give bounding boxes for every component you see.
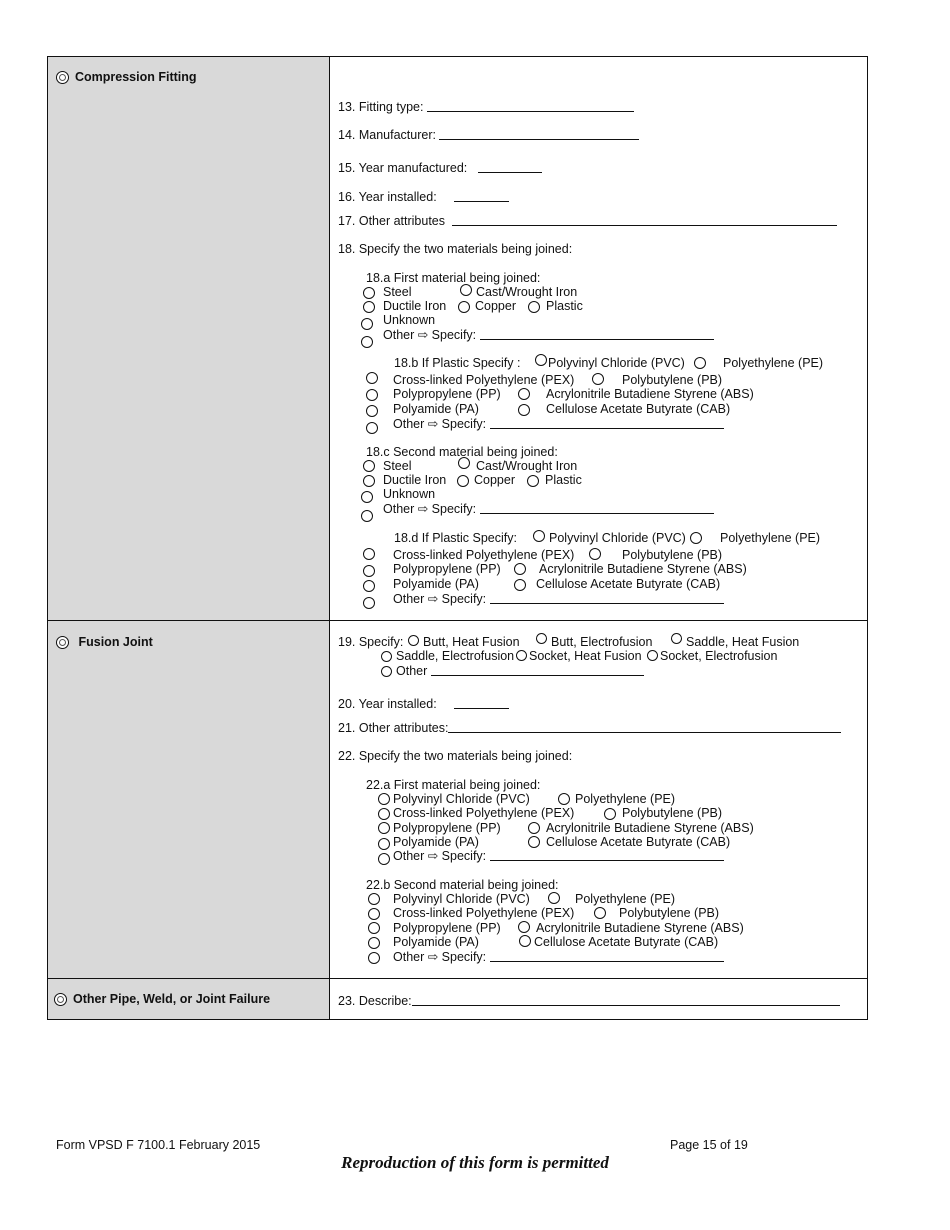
label-18c-unknown: Unknown [383,487,436,501]
q14-manufacturer[interactable]: 14. Manufacturer: [338,128,639,142]
label-18c-plastic: Plastic [545,473,582,487]
label-18c-steel: Steel [383,459,412,473]
radio-18d-pp[interactable] [363,565,375,577]
radio-22a-other[interactable] [378,853,390,865]
radio-18d-abs[interactable] [514,563,526,575]
q22a-label: 22.a First material being joined: [366,778,541,792]
field-22a-other[interactable]: Other ⇨ Specify: [393,849,724,863]
radio-22a-pvc[interactable] [378,793,390,805]
radio-22b-pb[interactable] [594,907,606,919]
radio-18a-copper[interactable] [458,301,470,313]
radio-18a-cast-iron[interactable] [460,284,472,296]
label-22a-abs: Acrylonitrile Butadiene Styrene (ABS) [546,821,754,835]
label-18d-pex: Cross-linked Polyethylene (PEX) [393,548,575,562]
radio-22a-abs[interactable] [528,822,540,834]
other-failure-radio[interactable] [54,993,67,1006]
label-18b-pex: Cross-linked Polyethylene (PEX) [393,373,575,387]
label-18a-copper: Copper [475,299,516,313]
radio-18c-steel[interactable] [363,460,375,472]
label-18d-pe: Polyethylene (PE) [720,531,821,545]
radio-19-socket-heat[interactable] [516,650,527,661]
label-22b-pp: Polypropylene (PP) [393,921,501,935]
label-22a-pb: Polybutylene (PB) [622,806,723,820]
label-18b-pa: Polyamide (PA) [393,402,479,416]
label-22a-pp: Polypropylene (PP) [393,821,501,835]
radio-18c-other[interactable] [361,510,373,522]
label-18b-abs: Acrylonitrile Butadiene Styrene (ABS) [546,387,754,401]
label-22b-pe: Polyethylene (PE) [575,892,676,906]
q18c-label: 18.c Second material being joined: [366,445,558,459]
label-18b-pvc: Polyvinyl Chloride (PVC) [548,356,685,370]
label-18a-steel: Steel [383,285,412,299]
radio-18c-unknown[interactable] [361,491,373,503]
reproduction-notice: Reproduction of this form is permitted [341,1153,609,1172]
page-number: Page 15 of 19 [670,1138,748,1152]
q22b-label: 22.b Second material being joined: [366,878,559,892]
radio-18d-other[interactable] [363,597,375,609]
label-22b-cab: Cellulose Acetate Butyrate (CAB) [534,935,719,949]
q17-other-attributes[interactable]: 17. Other attributes [338,214,837,228]
field-18d-other[interactable]: Other ⇨ Specify: [393,592,724,606]
radio-18d-cab[interactable] [514,579,526,591]
radio-22b-other[interactable] [368,952,380,964]
label-18b-pe: Polyethylene (PE) [723,356,824,370]
field-18c-other[interactable]: Other ⇨ Specify: [383,502,714,516]
radio-18a-steel[interactable] [363,287,375,299]
label-18d-cab: Cellulose Acetate Butyrate (CAB) [536,577,721,591]
q18a-label: 18.a First material being joined: [366,271,541,285]
field-19-other[interactable]: Other [396,664,644,678]
radio-19-socket-electro[interactable] [647,650,658,661]
label-19-butt-electro: Butt, Electrofusion [551,635,653,649]
radio-18a-unknown[interactable] [361,318,373,330]
field-18a-other[interactable]: Other ⇨ Specify: [383,328,714,342]
radio-18d-pb[interactable] [589,548,601,560]
radio-18d-pa[interactable] [363,580,375,592]
q18b-label: 18.b If Plastic Specify : [394,356,521,370]
q15-year-manufactured[interactable]: 15. Year manufactured: [338,156,542,175]
label-19-saddle-electro: Saddle, Electrofusion [396,649,515,663]
label-18c-copper: Copper [474,473,515,487]
q23-describe[interactable]: 23. Describe: [338,994,840,1008]
radio-18a-other[interactable] [361,336,373,348]
label-22a-pvc: Polyvinyl Chloride (PVC) [393,792,530,806]
radio-18c-ductile[interactable] [363,475,375,487]
compression-fitting-radio[interactable] [56,71,69,84]
radio-18d-pe[interactable] [690,532,702,544]
label-18d-pvc: Polyvinyl Chloride (PVC) [549,531,686,545]
radio-18b-pex[interactable] [366,372,378,384]
divider [48,978,867,979]
radio-18c-cast-iron[interactable] [458,457,470,469]
label-18b-cab: Cellulose Acetate Butyrate (CAB) [546,402,731,416]
label-18a-unknown: Unknown [383,313,436,327]
form-id: Form VPSD F 7100.1 February 2015 [56,1138,261,1152]
radio-22b-pvc[interactable] [368,893,380,905]
label-22a-pex: Cross-linked Polyethylene (PEX) [393,806,575,820]
field-18b-other[interactable]: Other ⇨ Specify: [393,417,724,431]
q20-year-installed[interactable]: 20. Year installed: [338,692,509,711]
radio-19-butt-heat[interactable] [408,635,419,646]
radio-19-butt-electro[interactable] [536,633,547,644]
radio-18d-pvc[interactable] [533,530,545,542]
radio-19-other[interactable] [381,666,392,677]
radio-18b-other[interactable] [366,422,378,434]
label-19-socket-heat: Socket, Heat Fusion [529,649,642,663]
q21-other-attributes[interactable]: 21. Other attributes: [338,721,841,735]
radio-22b-pe[interactable] [548,892,560,904]
q16-year-installed[interactable]: 16. Year installed: [338,185,509,204]
q18-heading: 18. Specify the two materials being joined: [338,242,573,256]
radio-18a-ductile[interactable] [363,301,375,313]
radio-22a-pp[interactable] [378,822,390,834]
section-compression-fitting[interactable]: Compression Fitting [56,70,197,84]
radio-19-saddle-electro[interactable] [381,651,392,662]
q19-specify: 19. Specify: [338,635,404,649]
label-22b-pvc: Polyvinyl Chloride (PVC) [393,892,530,906]
radio-18c-plastic[interactable] [527,475,539,487]
label-18a-plastic: Plastic [546,299,583,313]
q18d-label: 18.d If Plastic Specify: [394,531,517,545]
radio-18b-cab[interactable] [518,404,530,416]
radio-22b-pex[interactable] [368,908,380,920]
label-22b-pb: Polybutylene (PB) [619,906,720,920]
radio-22a-pa[interactable] [378,838,390,850]
label-18a-ductile: Ductile Iron [383,299,447,313]
radio-22a-pex[interactable] [378,808,390,820]
section-other-failure[interactable]: Other Pipe, Weld, or Joint Failure [54,992,270,1006]
divider [48,620,867,621]
label-19-butt-heat: Butt, Heat Fusion [423,635,520,649]
label-22b-pex: Cross-linked Polyethylene (PEX) [393,906,575,920]
label-18a-cast-iron: Cast/Wrought Iron [476,285,578,299]
section-fusion-joint[interactable]: Fusion Joint [56,635,153,649]
label-18b-pb: Polybutylene (PB) [622,373,723,387]
radio-18b-pb[interactable] [592,373,604,385]
q22-heading: 22. Specify the two materials being joined: [338,749,573,763]
radio-18d-pex[interactable] [363,548,375,560]
label-19-socket-electro: Socket, Electrofusion [660,649,778,663]
label-18d-pa: Polyamide (PA) [393,577,479,591]
label-22b-pa: Polyamide (PA) [393,935,479,949]
label-18d-pp: Polypropylene (PP) [393,562,501,576]
label-18d-abs: Acrylonitrile Butadiene Styrene (ABS) [539,562,747,576]
radio-18b-abs[interactable] [518,388,530,400]
q13-fitting-type[interactable]: 13. Fitting type: [338,100,634,114]
label-19-saddle-heat: Saddle, Heat Fusion [686,635,800,649]
section-label-column [48,57,330,1019]
radio-18a-plastic[interactable] [528,301,540,313]
radio-18b-pp[interactable] [366,389,378,401]
label-18b-pp: Polypropylene (PP) [393,387,501,401]
label-22a-cab: Cellulose Acetate Butyrate (CAB) [546,835,731,849]
radio-22a-cab[interactable] [528,836,540,848]
radio-22b-pa[interactable] [368,937,380,949]
radio-18c-copper[interactable] [457,475,469,487]
radio-22a-pe[interactable] [558,793,570,805]
label-18d-pb: Polybutylene (PB) [622,548,723,562]
label-22b-abs: Acrylonitrile Butadiene Styrene (ABS) [536,921,744,935]
radio-18b-pvc[interactable] [535,354,547,366]
label-18c-ductile: Ductile Iron [383,473,447,487]
radio-19-saddle-heat[interactable] [671,633,682,644]
radio-22b-cab[interactable] [519,935,531,947]
label-22a-pe: Polyethylene (PE) [575,792,676,806]
field-22b-other[interactable]: Other ⇨ Specify: [393,950,724,964]
label-22a-pa: Polyamide (PA) [393,835,479,849]
radio-18b-pe[interactable] [694,357,706,369]
radio-22b-pp[interactable] [368,922,380,934]
fusion-joint-radio[interactable] [56,636,69,649]
radio-18b-pa[interactable] [366,405,378,417]
label-18c-cast-iron: Cast/Wrought Iron [476,459,578,473]
radio-22a-pb[interactable] [604,808,616,820]
radio-22b-abs[interactable] [518,921,530,933]
